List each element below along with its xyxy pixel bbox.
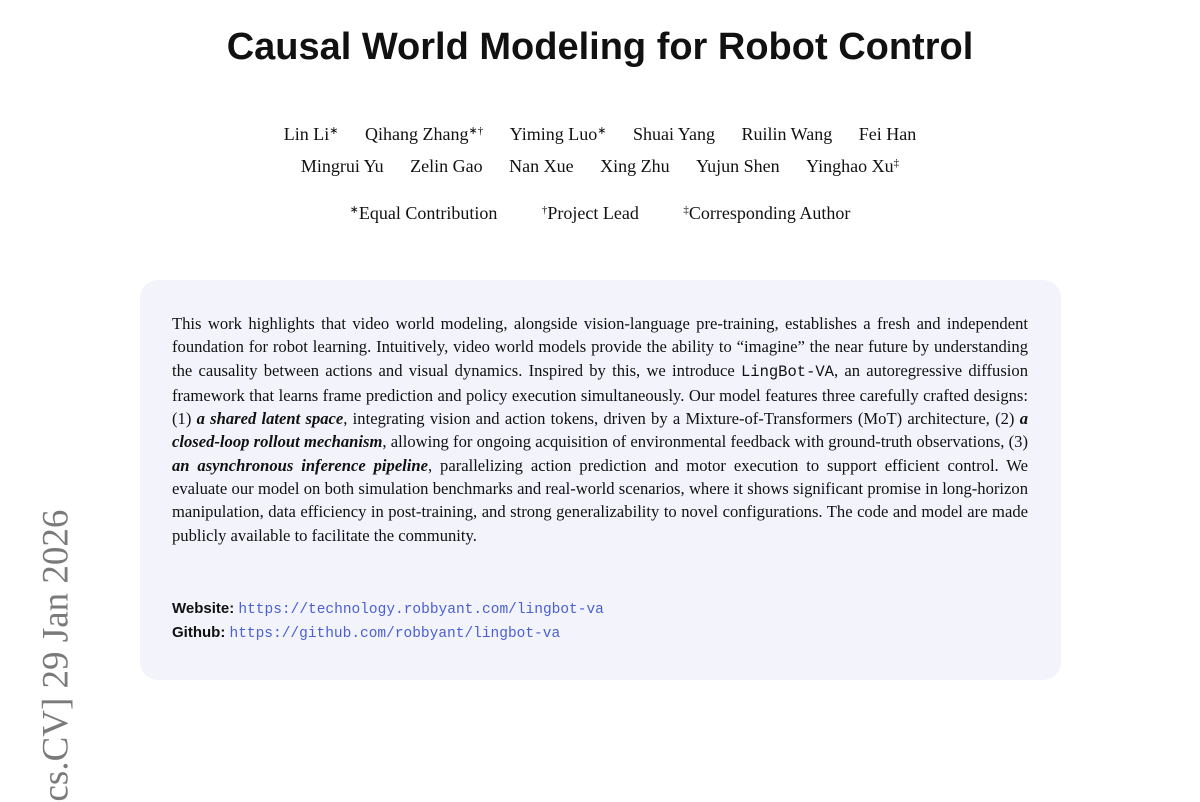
github-label: Github:: [172, 624, 226, 641]
author: Xing Zhu: [600, 156, 670, 176]
author: Fei Han: [858, 124, 917, 144]
author: Yiming Luo∗: [509, 124, 607, 144]
note-equal-contribution: ∗Equal Contribution: [349, 203, 498, 223]
emphasis-async-pipeline: an asynchronous inference pipeline: [172, 455, 428, 475]
website-label: Website:: [172, 600, 235, 617]
note-project-lead: †Project Lead: [541, 203, 639, 223]
links-section: [172, 600, 604, 648]
github-row: [172, 624, 604, 648]
author: Yujun Shen: [696, 156, 780, 176]
author: Shuai Yang: [632, 124, 715, 144]
arxiv-stamp: [18, 0, 88, 802]
website-row: [172, 600, 604, 624]
author: Lin Li∗: [283, 124, 339, 144]
paper-title: Causal World Modeling for Robot Control: [226, 26, 974, 68]
author: Ruilin Wang: [741, 124, 833, 144]
author: Nan Xue: [509, 156, 574, 176]
affiliation-notes: [0, 203, 1200, 224]
github-link[interactable]: https://github.com/robbyant/lingbot-va: [229, 626, 561, 642]
authors-line-2: [0, 156, 1200, 177]
website-link[interactable]: https://technology.robbyant.com/lingbot-va: [238, 602, 604, 618]
emphasis-shared-latent: a shared latent space: [196, 409, 344, 429]
author: Yinghao Xu‡: [806, 156, 900, 176]
model-name: LingBot-VA: [740, 362, 834, 381]
authors-line-1: [0, 124, 1200, 145]
emphasis-closed-loop: a closed-loop rollout mechanism: [172, 409, 1028, 452]
author: Zelin Gao: [410, 156, 483, 176]
author: Mingrui Yu: [300, 156, 384, 176]
author: Qihang Zhang∗†: [365, 124, 484, 144]
abstract-text: This work highlights that video world modeling, alongside vision-language pre-training, establishes a fresh and independent foundation for robot learning. Intuitively, video world models provide the ability to “imagine” the near future by understanding the causality between actions and visual dynamics. Inspired by this, we introduce LingBot-VA, an autoregressive diffusion framework that learns frame prediction and policy execution simultaneously. Our model features three carefully crafted designs: (1) a shared latent space, integrating vision and action tokens, driven by a Mixture-of-Transformers (MoT) architecture, (2) a closed-loop rollout mechanism, allowing for ongoing acquisition of environmental feedback with ground-truth observations, (3) an asynchronous inference pipeline, parallelizing action prediction and motor execution to support efficient control. We evaluate our model on both simulation benchmarks and real-world scenarios, where it shows significant promise in long-horizon manipulation, data efficiency in post-training, and strong generalizability to novel configurations. The code and model are made publicly available to facilitate the community.: [172, 314, 1029, 545]
arxiv-stamp-text: cs.CV] 29 Jan 2026: [35, 509, 77, 802]
note-corresponding-author: ‡Corresponding Author: [683, 203, 851, 223]
